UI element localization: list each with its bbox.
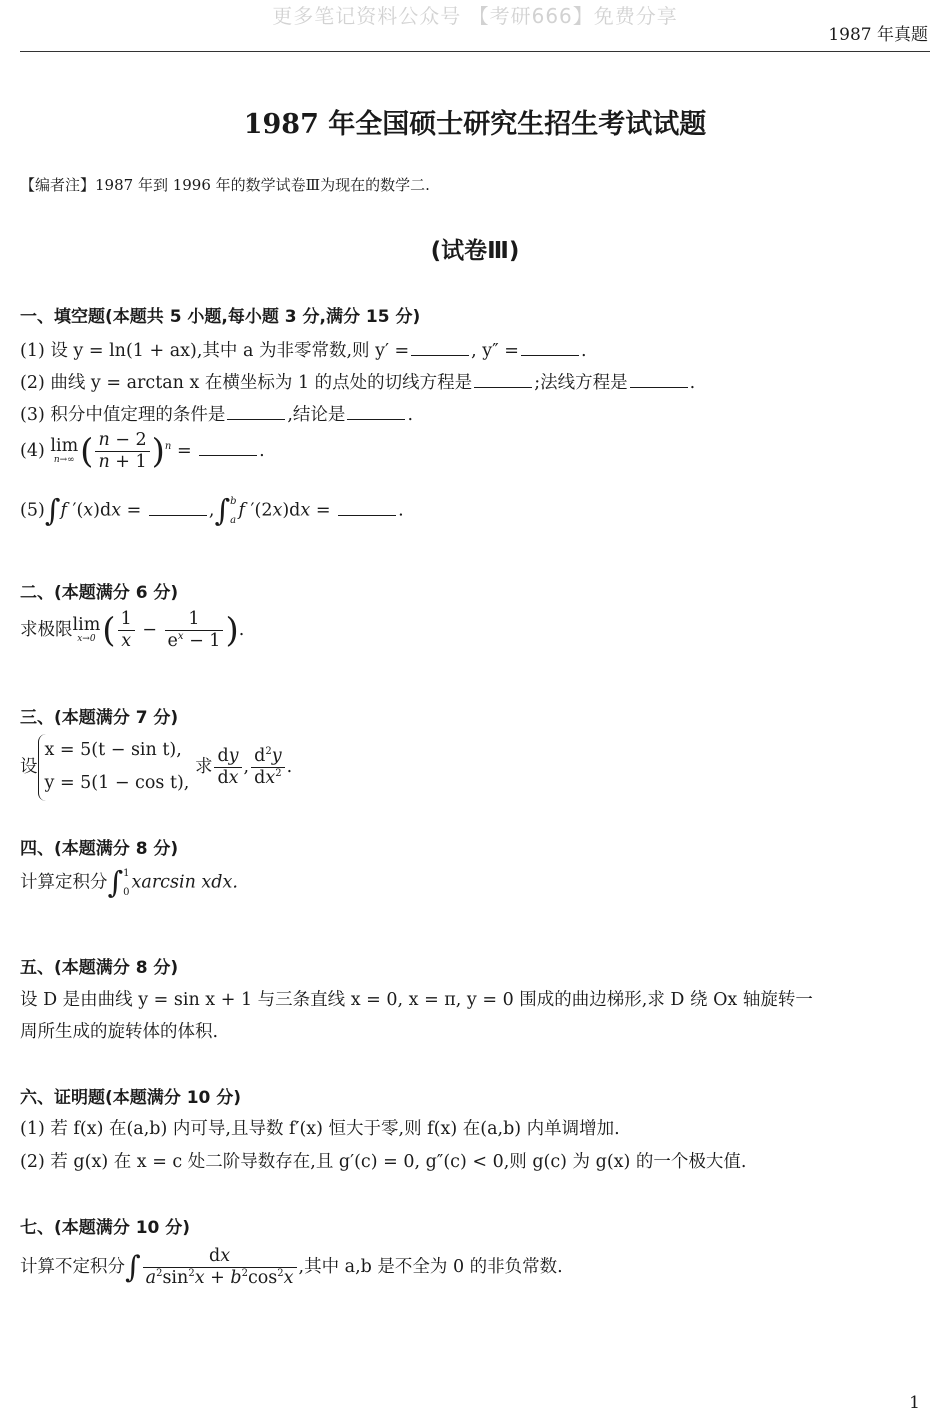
integrand: xarcsin xdx. xyxy=(131,872,238,893)
answer-blank xyxy=(347,405,405,420)
question-1-1: (1) 设 y = ln(1 + ax),其中 a 为非零常数,则 y′ = , y″ = . xyxy=(20,341,587,361)
question-1-2: (2) 曲线 y = arctan x 在横坐标为 1 的点处的切线方程是 ;法线方程是 . xyxy=(20,373,696,393)
section-heading-2: 二、(本题满分 6 分) xyxy=(20,583,179,603)
section-heading-5: 五、(本题满分 8 分) xyxy=(20,958,179,978)
integral-limits: 1 0 xyxy=(123,868,130,898)
q-text: 设 xyxy=(20,756,38,777)
answer-blank xyxy=(411,341,469,356)
q-tail: ,其中 a,b 是不全为 0 的非负常数. xyxy=(298,1257,563,1277)
answer-blank xyxy=(338,501,396,516)
q1-text: (1) 设 y = ln(1 + ax),其中 a 为非零常数,则 y′ = xyxy=(20,341,410,361)
q1-text-b: , y″ = xyxy=(471,341,519,361)
section-heading-1: 一、填空题(本题共 5 小题,每小题 3 分,满分 15 分) xyxy=(20,307,421,327)
section-heading-4: 四、(本题满分 8 分) xyxy=(20,839,179,859)
question-3: 设x = 5(t − sin t), y = 5(1 − cos t), 求 $\frac{dy}{dx}$ , $\frac{d^2y}{dx^2}$ . xyxy=(20,734,292,801)
q-text: 计算定积分 xyxy=(20,872,108,893)
q-ask: 求 xyxy=(194,756,213,777)
equation-line: y = 5(1 − cos t), xyxy=(44,773,190,794)
fraction: $\frac{dy}{dx}$ xyxy=(214,746,241,789)
fraction: $\frac{dx}{a^2\sin^2x + b^2\cos^2x}$ xyxy=(143,1246,297,1289)
equation-line: x = 5(t − sin t), xyxy=(44,740,182,760)
paper-label: (试卷Ⅲ) xyxy=(430,238,520,264)
equation-system xyxy=(38,734,190,801)
answer-blank xyxy=(227,405,285,420)
question-1-4: (4) lim n→∞ ( $\frac{n - 2}{n + 1}$ )$^n$ = . xyxy=(20,430,265,472)
running-head: 1987 年真题 xyxy=(828,25,928,45)
q3-text-b: ,结论是 xyxy=(287,405,346,425)
fraction: $\frac{1}{e^x - 1}$ xyxy=(165,609,224,652)
question-6-2: (2) 若 g(x) 在 x = c 处二阶导数存在,且 g′(c) = 0, g″(c) < 0,则 g(c) 为 g(x) 的一个极大值. xyxy=(20,1152,747,1172)
answer-blank xyxy=(149,501,207,516)
integral-sign: ∫ xyxy=(125,1250,141,1285)
q5-label: (5) xyxy=(20,500,45,521)
integral-sign: ∫ xyxy=(107,865,124,901)
header-rule xyxy=(20,51,930,52)
q-text: 求极限 xyxy=(20,620,73,640)
fraction: $\frac{n - 2}{n + 1}$ xyxy=(95,430,149,473)
answer-blank xyxy=(630,373,688,388)
section-heading-7: 七、(本题满分 10 分) xyxy=(20,1218,191,1238)
question-4 xyxy=(20,864,238,902)
q4-label: (4) xyxy=(20,441,45,461)
editor-note: 【编者注】1987 年到 1996 年的数学试卷Ⅲ为现在的数学二. xyxy=(20,176,430,194)
section-heading-3: 三、(本题满分 7 分) xyxy=(20,708,179,728)
question-5-line-2: 周所生成的旋转体的体积. xyxy=(20,1022,219,1042)
question-7 xyxy=(20,1246,563,1289)
page-title: 1987 年全国硕士研究生招生考试试题 xyxy=(243,109,707,140)
watermark: 更多笔记资料公众号 【考研666】免费分享 xyxy=(272,4,678,28)
question-1-5: (5)∫f ′(x)dx = ,∫b a f ′(2x)dx = . xyxy=(20,493,404,529)
q2-text-a: (2) 曲线 y = arctan x 在横坐标为 1 的点处的切线方程是 xyxy=(20,373,473,393)
question-6-1: (1) 若 f(x) 在(a,b) 内可导,且导数 f′(x) 恒大于零,则 f(x) 在(a,b) 内单调增加. xyxy=(20,1119,620,1139)
answer-blank xyxy=(199,441,257,456)
question-1-3: (3) 积分中值定理的条件是 ,结论是 . xyxy=(20,405,414,425)
q-text: 计算不定积分 xyxy=(20,1257,125,1277)
integral-sign: ∫ xyxy=(44,493,61,529)
integral-sign: ∫ xyxy=(214,493,231,529)
answer-blank xyxy=(474,373,532,388)
question-2: 求极限lim x→0 ( $\frac{1}{x}$ − $\frac{1}{e^x - 1}$ ). xyxy=(20,609,245,651)
limit-operator: lim n→∞ xyxy=(50,436,79,465)
fraction: $\frac{d^2y}{dx^2}$ xyxy=(251,746,284,789)
integral-limits: b a xyxy=(230,496,237,526)
limit-operator: lim x→0 xyxy=(72,615,101,644)
section-heading-6: 六、证明题(本题满分 10 分) xyxy=(20,1088,242,1108)
q2-text-b: ;法线方程是 xyxy=(534,373,628,393)
fraction: $\frac{1}{x}$ xyxy=(118,609,135,652)
question-5-line-1: 设 D 是由曲线 y = sin x + 1 与三条直线 x = 0, x = π, y = 0 围成的曲边梯形,求 D 绕 Ox 轴旋转一 xyxy=(20,990,813,1010)
answer-blank xyxy=(521,341,579,356)
page-number: 1 xyxy=(909,1393,920,1413)
q3-text-a: (3) 积分中值定理的条件是 xyxy=(20,405,226,425)
